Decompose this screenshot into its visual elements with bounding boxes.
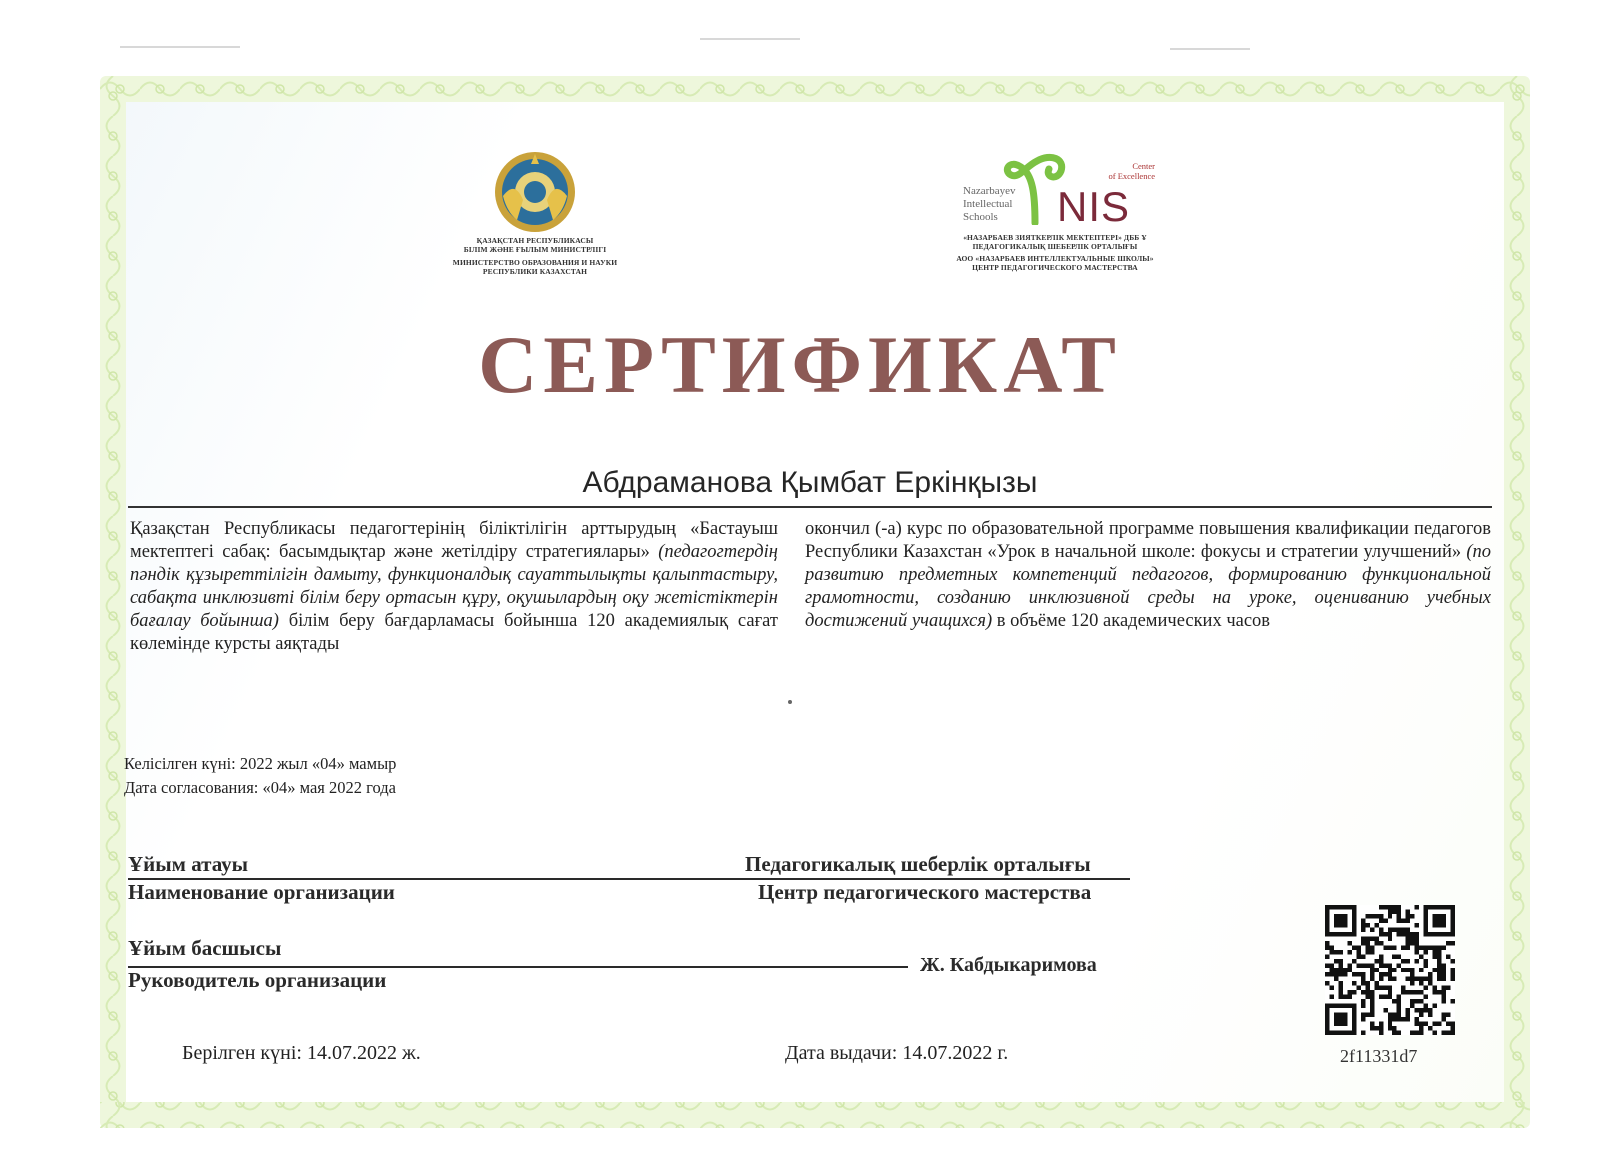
qr-code-text: 2f11331d7 <box>1340 1046 1418 1066</box>
agreement-dates <box>124 752 396 800</box>
body-ru-part2: (по развитию предметных компетенций педагогов, формированию функциональной грамотности, созданию инклюзивной среды на уроке, оцениванию учебных достижений учащихся) <box>805 542 1491 631</box>
body-ru-part1: окончил (-а) курс по образовательной программе повышения квалификации педагогов Республики Казахстан «Урок в начальной школе: фокусы и стратегии улучшений» <box>805 519 1491 562</box>
body-text-ru <box>805 518 1491 633</box>
scan-mark <box>120 46 240 48</box>
nis-left-line-3: Schools <box>963 211 998 223</box>
head-label-kz: Ұйым басшысы <box>128 936 282 960</box>
org-value-ru: Центр педагогического мастерства <box>758 880 1092 904</box>
head-name: Ж. Кабдыкаримова <box>920 954 1097 976</box>
agreement-date-kz: Келісілген күні: 2022 жыл «04» мамыр <box>124 754 397 773</box>
ministry-name-kz-1: ҚАЗАҚСТАН РЕСПУБЛИКАСЫ <box>476 236 594 245</box>
nis-excellence-text <box>1095 161 1155 181</box>
scan-mark <box>1170 48 1250 50</box>
body-kz-part2: (педагогтердің пәндік құзыреттілігін дамыту, функционалдық сауаттылықты қалыптастыру, сабақта инклюзивті білім беру ортасын құру, оқушылардың оқу жетістіктерін бағалау бойынша) <box>130 542 778 631</box>
nis-wordmark: NIS <box>1057 183 1131 230</box>
issue-date-ru: Дата выдачи: 14.07.2022 г. <box>785 1042 1009 1064</box>
nis-name-ru-2: ЦЕНТР ПЕДАГОГИЧЕСКОГО МАСТЕРСТВА <box>972 263 1138 272</box>
ministry-header <box>420 150 650 276</box>
org-label-kz: Ұйым атауы <box>128 852 249 876</box>
nis-left-line-1: Nazarbayev <box>963 185 1016 197</box>
scan-mark <box>700 38 800 40</box>
name-underline <box>128 506 1492 508</box>
nis-logo <box>945 145 1155 235</box>
recipient-name: Абдраманова Қымбат Еркінқызы <box>582 466 1038 499</box>
nis-left-line-2: Intellectual <box>963 198 1013 210</box>
nis-left-text <box>963 185 1016 224</box>
body-kz-part3: білім беру бағдарламасы бойынша 120 академиялық сағат көлемінде курсты аяқтады <box>130 611 778 654</box>
scan-dot <box>788 700 792 704</box>
body-ru-part3: в объёме 120 академических часов <box>992 611 1271 631</box>
body-text-kz <box>130 518 778 656</box>
ministry-name-kz-2: БІЛІМ ЖӘНЕ ҒЫЛЫМ МИНИСТРЛІГІ <box>463 245 607 254</box>
body-kz-part1: Қазақстан Республикасы педагогтерінің біліктілігін арттырудың «Бастауыш мектептегі сабақ: басымдықтар және жетілдіру стратегиялары» <box>130 519 778 562</box>
head-label-ru: Руководитель организации <box>128 968 387 992</box>
org-value-kz: Педагогикалық шеберлік орталығы <box>745 852 1091 876</box>
issue-date-kz: Берілген күні: 14.07.2022 ж. <box>182 1042 421 1064</box>
nis-name-ru-1: АОО «НАЗАРБАЕВ ИНТЕЛЛЕКТУАЛЬНЫЕ ШКОЛЫ» <box>956 254 1154 263</box>
nis-header <box>925 145 1185 272</box>
ministry-name-ru-1: МИНИСТЕРСТВО ОБРАЗОВАНИЯ И НАУКИ <box>452 258 618 267</box>
nis-center-label: Center <box>1132 161 1155 171</box>
nis-excellence-label: of Excellence <box>1108 171 1155 181</box>
nis-name-kz-2: ПЕДАГОГИКАЛЫҚ ШЕБЕРЛІК ОРТАЛЫҒЫ <box>972 242 1138 251</box>
qr-code-icon <box>1325 905 1455 1035</box>
nis-name-kz-1: «НАЗАРБАЕВ ЗИЯТКЕРЛІК МЕКТЕПТЕРІ» ДББ Ұ <box>963 233 1147 242</box>
ministry-name-ru-2: РЕСПУБЛИКИ КАЗАХСТАН <box>482 267 588 276</box>
state-emblem-icon <box>493 150 577 234</box>
certificate-title: СЕРТИФИКАТ <box>478 319 1122 410</box>
org-label-ru: Наименование организации <box>128 880 395 904</box>
agreement-date-ru: Дата согласования: «04» мая 2022 года <box>124 778 396 797</box>
